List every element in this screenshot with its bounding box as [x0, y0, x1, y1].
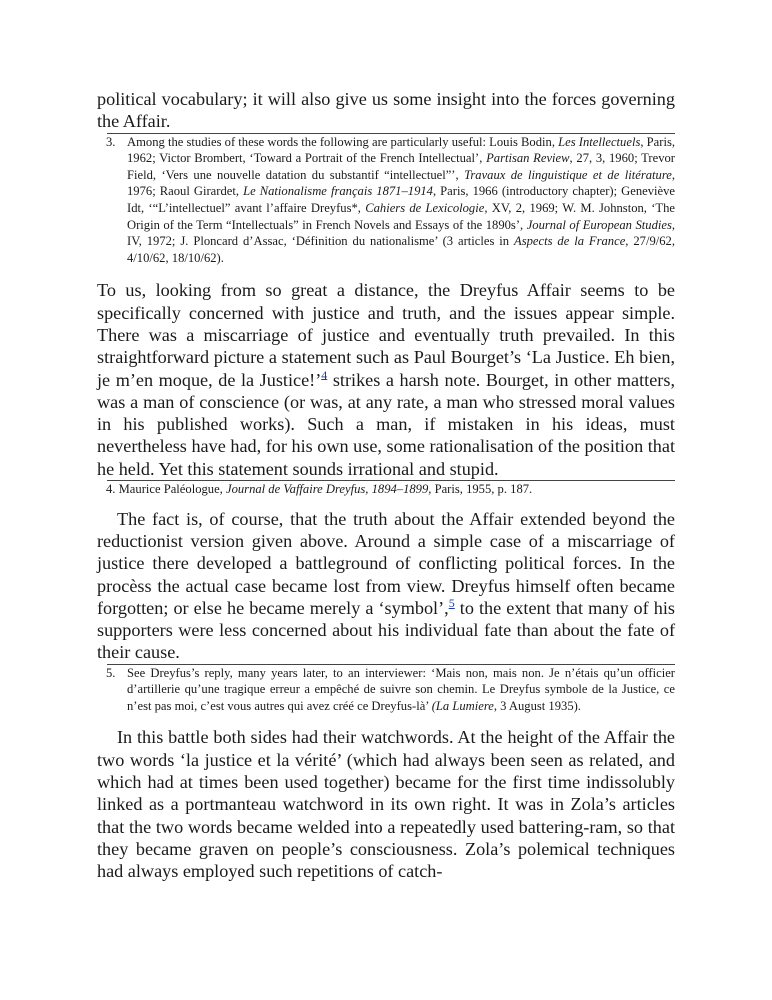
footnote-5: 5. See Dreyfus’s reply, many years later, to an interviewer: ‘Mais non, mais non. Je n’étais qu’un officier d’artillerie qu’une tragique erreur a empêché de suivre son chemin. Le Dreyfus symbole de la Justice, ce n’est pas moi, c’est vous autres qui avez créé ce Dreyfus-là’ (La Lumiere, 3 August 1935). — [106, 665, 675, 713]
footnote-number: 3. — [106, 134, 116, 149]
footnote-3: 3. Among the studies of these words the following are particularly useful: Louis Bodin, Les Intellectuels, Paris, 1962; Victor Brombert, ‘Toward a Portrait of the French Intellectual’, Partisan Review, 27, 3, 1960; Trevor Field, ‘Vers une nouvelle datation du substantif “intellectuel”’, Travaux de linguistique et de litérature, 1976; Raoul Girardet, Le Nationalisme français 1871–1914, Paris, 1966 (introductory chapter); Geneviève Idt, ‘“L’intellectuel” avant l’affaire Dreyfus*, Cahiers de Lexicologie, XV, 2, 1969; W. M. Johnston, ‘The Origin of the Term “Intellectuals” in French Novels and Essays of the 1890s’, Journal of European Studies, IV, 1972; J. Ploncard d’Assac, ‘Définition du nationalisme’ (3 articles in Aspects de la France, 27/9/62, 4/10/62, 18/10/62). — [106, 134, 676, 265]
paragraph-1: political vocabulary; it will also give us some insight into the forces governing the Affair. — [97, 89, 675, 132]
paragraph-3: The fact is, of course, that the truth about the Affair extended beyond the reductionist version given above. Around a simple case of a miscarriage of justice there developed a battleground of conflicting political forces. In the procèss the actual case became lost from view. Dreyfus himself often became forgotten; or else he became merely a ‘symbol’,$^5$ to the extent that many of his supporters were less concerned about his individual fate than about the fate of their cause. — [97, 508, 675, 663]
paragraph-2: To us, looking from so great a distance, the Dreyfus Affair seems to be specifically concerned with justice and truth, and the issues appear simple. There was a miscarriage of justice and eventually truth prevailed. In this straightforward picture a statement such as Paul Bourget’s ‘La Justice. Eh bien, je m’en moque, de la Justice!’$^4$ strikes a harsh note. Bourget, in other matters, was a man of conscience (or was, at any rate, a man who stressed moral values in his published works). Such a man, if mistaken in his ideas, must nevertheless have had, for his own use, some rationalisation of the position that he held. Yet this statement sounds irrational and stupid. — [97, 280, 675, 479]
footnote-ref-5[interactable]: 5 — [448, 595, 455, 610]
paragraph-4: In this battle both sides had their watchwords. At the height of the Affair the two words ‘la justice et la vérité’ (which had always been seen as related, and which had at times been used together) became for the first time indissolubly linked as a portmanteau watchword in its own right. It was in Zola’s articles that the two words became welded into a repeatedly used battering-ram, so that they became graven on people’s consciousness. Zola’s polemical techniques had always employed such repetitions of catch- — [97, 727, 675, 882]
footnote-4: 4. Maurice Paléologue, Journal de Vaffaire Dreyfus, 1894–1899, Paris, 1955, p. 187. — [106, 482, 533, 497]
page-content — [97, 88, 675, 883]
footnote-ref-4[interactable]: 4 — [321, 367, 328, 382]
footnote-number: 5. — [106, 665, 116, 680]
footnote-number: 4. — [106, 482, 116, 497]
